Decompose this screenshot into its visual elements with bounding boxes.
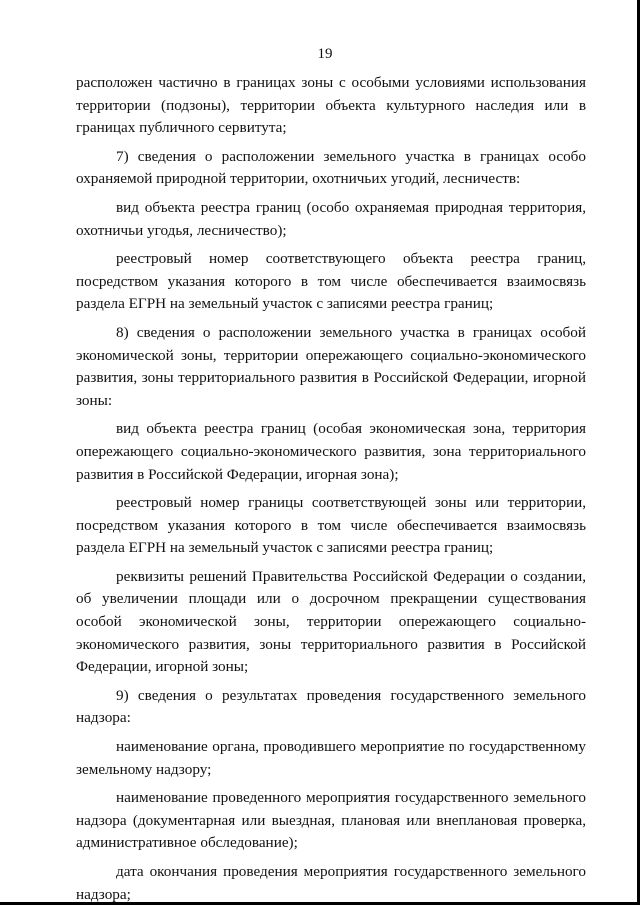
paragraph-item-9-date: дата окончания проведения мероприятия государственного земельного надзора; xyxy=(76,863,586,903)
paragraph-item-7: 7) сведения о расположении земельного участка в границах особо охраняемой природной территории, охотничьих угодий, лесничеств: xyxy=(76,147,586,188)
paragraph-item-7-type: вид объекта реестра границ (особо охраняемая природная территория, охотничьи угодья, лесничество); xyxy=(76,198,586,239)
paragraph-item-8-requisites: реквизиты решений Правительства Российской Федерации о создании, об увеличении площади или о досрочном прекращении существования особой экономической зоны, территории опережающего социально-экономического развития, зоны территориального развития в Российской Федерации, игорной зоны; xyxy=(76,567,586,676)
paragraph-item-8-number: реестровый номер границы соответствующей зоны или территории, посредством указания которого в том числе обеспечивается взаимосвязь раздела ЕГРН на земельный участок с записями реестра границ; xyxy=(76,494,586,557)
paragraph-item-9-event: наименование проведенного мероприятия государственного земельного надзора (документарная или выездная, плановая или внеплановая проверка, административное обследование); xyxy=(76,789,586,852)
paragraph-item-8: 8) сведения о расположении земельного участка в границах особой экономической зоны, территории опережающего социально-экономического развития, зоны территориального развития в Российской Федерации, игорной зоны: xyxy=(76,323,586,409)
document-body xyxy=(76,72,586,906)
paragraph-item-7-number: реестровый номер соответствующего объекта реестра границ, посредством указания которого в том числе обеспечивается взаимосвязь раздела ЕГРН на земельный участок с записями реестра границ; xyxy=(76,250,586,313)
paragraph-item-9-authority: наименование органа, проводившего мероприятие по государственному земельному надзору; xyxy=(76,738,586,778)
paragraph-item-9: 9) сведения о результатах проведения государственного земельного надзора: xyxy=(76,686,586,727)
page-number: 19 xyxy=(317,46,333,62)
paragraph-item-8-type: вид объекта реестра границ (особая экономическая зона, территория опережающего социально-экономического развития, зона территориального развития в Российской Федерации, игорная зона); xyxy=(76,420,586,483)
paragraph-continuation: расположен частично в границах зоны с особыми условиями использования территории (подзоны), территории объекта культурного наследия или в границах публичного сервитута; xyxy=(76,74,586,137)
